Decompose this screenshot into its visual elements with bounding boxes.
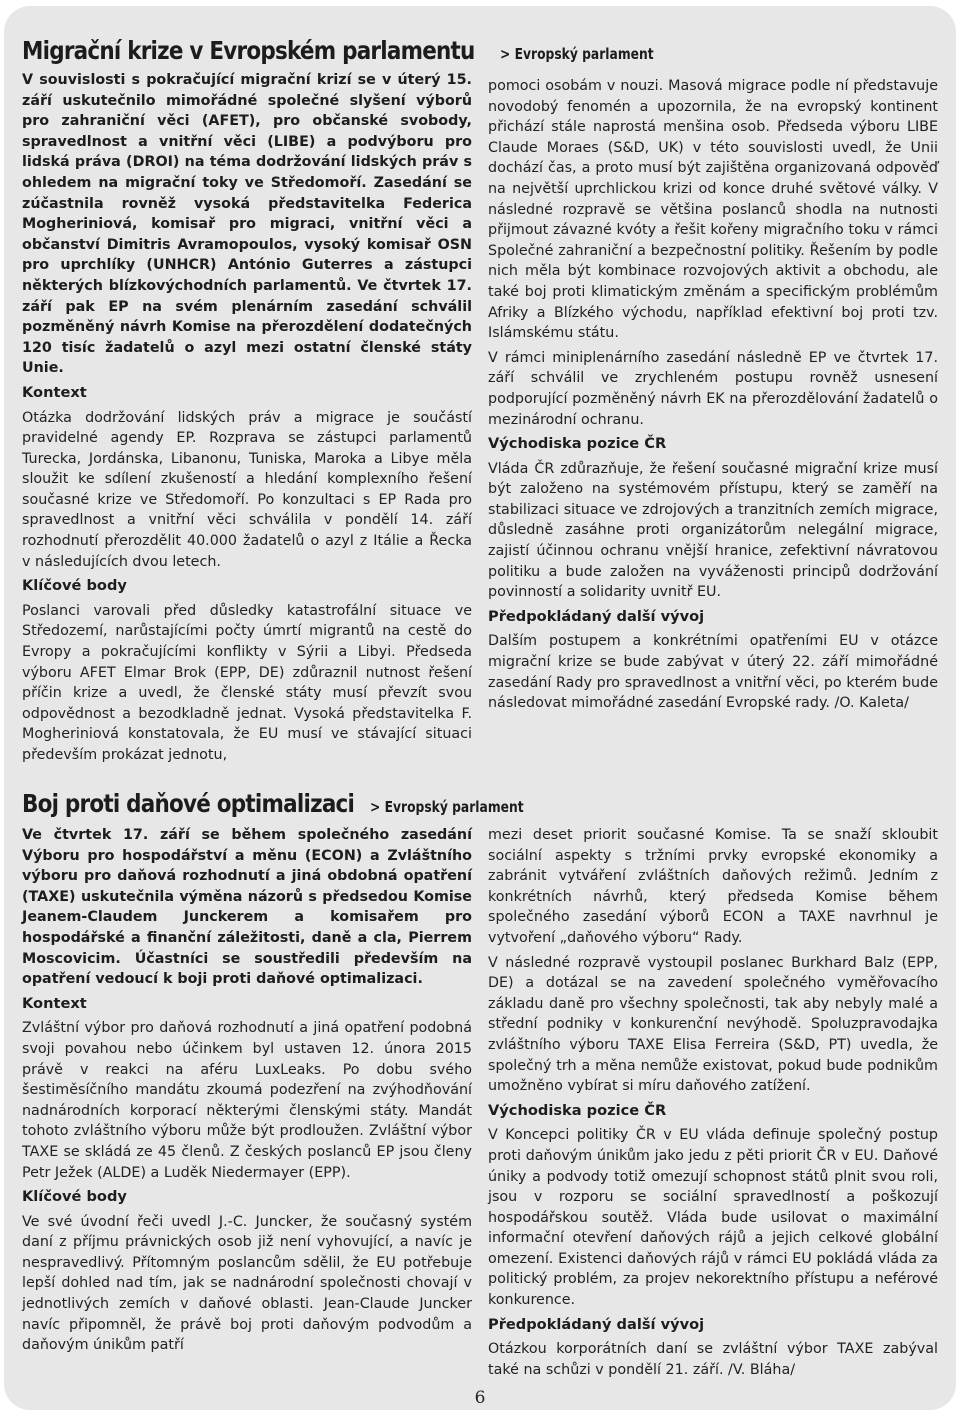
context-paragraph: Zvláštní výbor pro daňová rozhodnutí a jiná opatření podobná svoji povahou nebo účinkem byl ustaven 12. února 2015 právě v reakci na aféru LuxLeaks. Po dobu svého šestiměsíčního mandátu zkoumá podezření na zvýhodňování nadnárodních korporací některými členskými státy. Mandát tohoto zvláštního výboru může být prodloužen. Zvláštní výbor TAXE se skládá ze 45 členů. Z českých poslanců EP jsou členy Petr Ježek (ALDE) a Luděk Niedermayer (EPP).	[22, 1020, 472, 1181]
page-background	[4, 6, 956, 1410]
article-heading: Migrační krize v Evropském parlamentu	[22, 36, 475, 65]
left-column	[22, 825, 472, 1360]
section-heading-next: Předpokládaný další vývoj	[488, 1315, 705, 1333]
lead-paragraph: V souvislosti s pokračující migrační krizí se v úterý 15. září uskutečnilo mimořádné společné slyšení výborů pro zahraniční věci (AFET), pro občanské svobody, spravedlnost a vnitřní věci (LIBE) a podvýboru pro lidská práva (DROI) na téma dodržování lidských práv s ohledem na migrační toky ve Středomoří. Zasedání se zúčastnila rovněž vysoká představitelka Federica Mogheriniová, komisař pro migraci, vnitřní věci a občanství Dimitris Avramopoulos, vysoký komisař OSN pro uprchlíky (UNHCR) António Guterres a zástupci některých blízkovýchodních parlamentů. Ve čtvrtek 17. září pak EP na svém plenárním zasedání schválil pozměněný návrh Komise na přerozdělení dodatečných 120 tisíc žadatelů o azyl mezi ostatní členské státy Unie.	[22, 72, 472, 377]
key-points-continued: mezi deset priorit současné Komise. Ta se snaží skloubit sociální aspekty s tržními prvky evropské ekonomiky a zabránit vytváření zvláštních daňových režimů. Jedním z konkrétních návrhů, který předseda Komise během společného zasedání výborů ECON a TAXE navrhnul je vytvoření „daňového výboru“ Rady.	[488, 827, 938, 946]
position-paragraph: Vláda ČR zdůrazňuje, že řešení současné migrační krize musí být založeno na systémovém přístupu, který se zaměří na stabilizaci situace ve zdrojových a tranzitních zemích migrace, důsledně zasáhne proti organizátorům nelegální migrace, zajistí účinnou ochranu vnější hranice, zefektivní návratovou politiku a bude založen na vyváženosti principů dodržování povinností a solidarity uvnitř EU.	[488, 460, 938, 601]
section-heading-position: Východiska pozice ČR	[488, 1101, 667, 1119]
article-title	[22, 789, 557, 818]
key-points-paragraph-2: V rámci miniplenárního zasedání následně EP ve čtvrtek 17. září schválil ve zrychleném postupu rovněž usnesení podporující pozměněný návrh EK na přerozdělování žadatelů o mezinárodní ochranu.	[488, 349, 938, 428]
article-source: > Evropský parlament	[499, 45, 654, 63]
section-heading-context: Kontext	[22, 994, 87, 1012]
left-column	[22, 70, 472, 770]
key-points-paragraph-2: V následné rozpravě vystoupil poslanec Burkhard Balz (EPP, DE) a dotázal se na zavedení společného vyměřovacího základu daně pro všechny společnosti, tak aby nebyly malé a střední podniky v konkurenční nevýhodě. Spoluzpravodajka zvláštního výboru TAXE Elisa Ferreira (S&D, PT) uvedla, že společný trh a měna nemůže existovat, pokud bude podnikům umožněno vybírat si míru daňového zatížení.	[488, 954, 938, 1095]
right-column	[488, 825, 938, 1384]
right-column	[488, 76, 938, 718]
article-heading: Boj proti daňové optimalizaci	[22, 789, 355, 818]
next-paragraph: Dalším postupem a konkrétními opatřeními EU v otázce migrační krize se bude zabývat v úterý 22. září mimořádné zasedání Rady pro spravedlnost a vnitřní věci, po kterém bude následovat mimořádné zasedání Evropské rady. /O. Kaleta/	[488, 633, 938, 712]
section-heading-context: Kontext	[22, 383, 87, 401]
article-tax-optimization	[4, 781, 956, 1381]
article-migration	[4, 6, 956, 781]
key-points-paragraph: Poslanci varovali před důsledky katastrofální situace ve Středozemí, narůstajícími počty úmrtí migrantů na cestě do Evropy a pokračujícími konflikty v Sýrii a Libyi. Předseda výboru AFET Elmar Brok (EPP, DE) zdůraznil nutnost řešení příčin krize a uvedl, že členské státy musí převzít svou odpovědnost a bezodkladně jednat. Vysoká představitelka F. Mogheriniová konstatovala, že EU musí ve stávající situaci především prokázat jednotu,	[22, 602, 472, 763]
key-points-paragraph: Ve své úvodní řeči uvedl J.-C. Juncker, že současný systém daní z příjmu právnických osob již není vyhovující, a navíc je nespravedlivý. Přítomným poslancům sdělil, že EU potřebuje lepší dohled nad tím, jak se nadnárodní společnosti chovají v jednotlivých zemích v daňové oblasti. Jean-Claude Juncker navíc připomněl, že právě boj proti daňovým podvodům a daňovým únikům patří	[22, 1213, 472, 1354]
section-heading-key-points: Klíčové body	[22, 1188, 127, 1206]
article-source: > Evropský parlament	[369, 798, 524, 816]
section-heading-next: Předpokládaný další vývoj	[488, 607, 705, 625]
position-paragraph: V Koncepci politiky ČR v EU vláda definuje společný postup proti daňovým únikům jako jedu z pěti priorit ČR v EU. Daňové úniky a podvody totiž omezují schopnost států plnit svou roli, jsou v rozporu se sociální spravedlností a poškozují hospodářskou soutěž. Vláda bude usilovat o maximální informační otevření daňových rájů a jejich celkové globální omezení. Existenci daňových rájů v rámci EU pokládá vláda za politický problém, za projev nekorektního přístupu a neférové konkurence.	[488, 1127, 938, 1309]
section-heading-key-points: Klíčové body	[22, 577, 127, 595]
article-title	[22, 36, 687, 65]
context-paragraph: Otázka dodržování lidských práv a migrace je součástí pravidelné agendy EP. Rozprava se zástupci parlamentů Turecka, Jordánska, Libanonu, Tuniska, Maroka a Libye měla sloužit ke sdílení zkušeností a hledání komplexního řešení současné krize ve Středomoří. Po konzultaci s EP Rada pro spravedlnost a vnitřní věci schválila v pondělí 14. září rozhodnutí přerozdělit 40.000 žadatelů o azyl z Itálie a Řecka v následujících dvou letech.	[22, 409, 472, 570]
key-points-continued: pomoci osobám v nouzi. Masová migrace podle ní představuje novodobý fenomén a upozornila, že na evropský kontinent přichází stále naprostá menšina osob. Předseda výboru LIBE Claude Moraes (S&D, UK) v této souvislosti uvedl, že Unii dochází čas, a proto musí být zajištěna organizovaná odpověď na největší uprchlickou krizi od konce druhé světové války. V následné rozpravě se většina poslanců shodla na nutnosti přijmout závazné kvóty a řešit kořeny migračního toku v rámci Společné zahraniční a bezpečnostní politiky. Řešením by podle nich měla být kombinace rozvojových aktivit a obchodu, ale také boj proti klimatickým změnám a specifickým problémům Afriky a Blízkého východu, například efektivní boj proti tzv. Islámskému státu.	[488, 78, 938, 342]
page-number: 6	[474, 1388, 486, 1408]
lead-paragraph: Ve čtvrtek 17. září se během společného zasedání Výboru pro hospodářství a měnu (ECON) a Zvláštního výboru pro daňová rozhodnutí a jiná obdobná opatření (TAXE) uskutečnila výměna názorů s předsedou Komise Jeanem-Claudem Junckerem a komisařem pro hospodářské a finanční záležitosti, daně a cla, Pierrem Moscovicim. Účastníci se soustředili především na opatření vedoucí k boji proti daňové optimalizaci.	[22, 827, 472, 988]
section-heading-position: Východiska pozice ČR	[488, 435, 667, 453]
next-paragraph: Otázkou korporátních daní se zvláštní výbor TAXE zabýval také na schůzi v pondělí 21. září. /V. Bláha/	[488, 1341, 938, 1378]
